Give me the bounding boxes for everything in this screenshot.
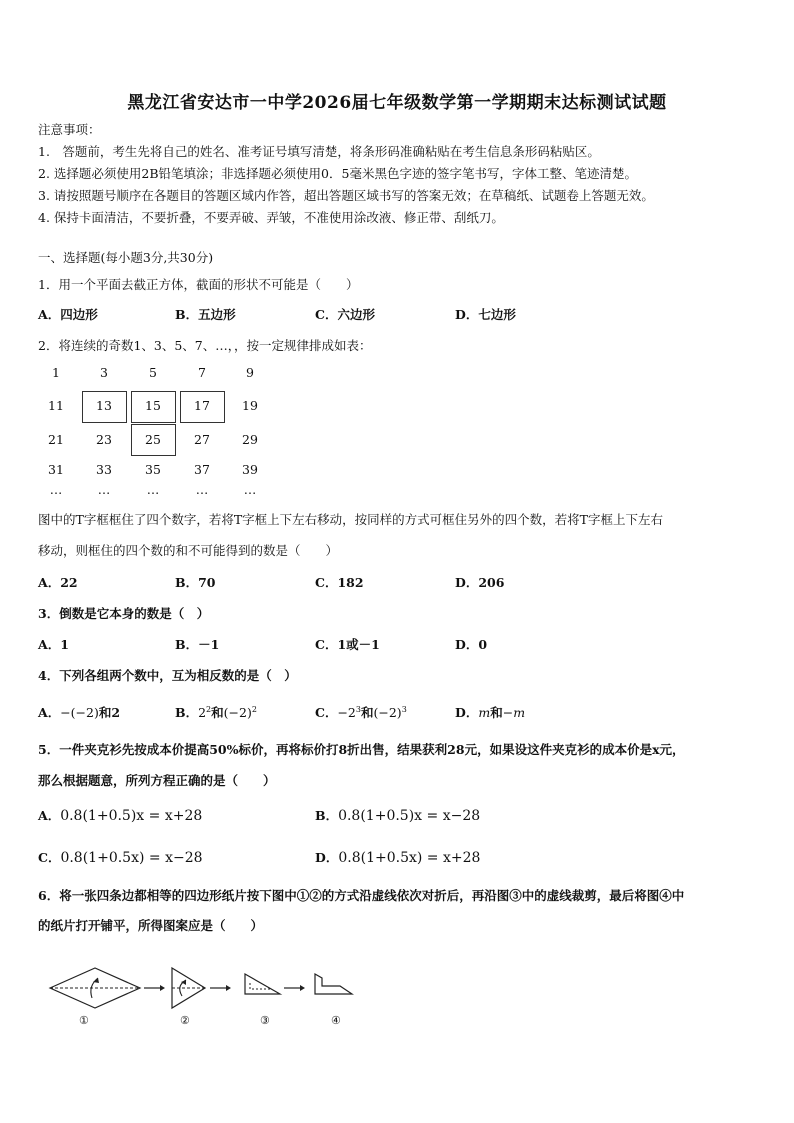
- q4-option-c: [315, 703, 407, 721]
- q2-option-a: A．22: [38, 575, 78, 590]
- question-2-text: [38, 510, 663, 528]
- q5-equation-d: 0.8(1+0.5x) = x+28: [338, 850, 481, 866]
- question-3-stem: 3．倒数是它本身的数是（ ）: [38, 606, 210, 621]
- step-arrowhead: [300, 985, 305, 991]
- q4-d-var: m: [478, 705, 491, 720]
- q4-d-and: 和: [490, 705, 503, 720]
- q2-option-c: C．182: [315, 575, 364, 590]
- q4-b-exp: 2: [206, 704, 212, 714]
- figure-label-4: ④: [331, 1014, 341, 1027]
- q4-a-expr: −(−2): [60, 705, 99, 720]
- notice-item: 2. 选择题必须使用2B铅笔填涂；非选择题必须使用0．5毫米黑色字迹的签字笔书写，字体工整、笔迹清楚。: [38, 166, 637, 181]
- question-5-line-2: 那么根据题意，所列方程正确的是（ ）: [38, 773, 276, 788]
- paper-folding-figure: [40, 960, 370, 1030]
- table-cell: …: [97, 482, 111, 497]
- option-label: D．: [315, 850, 339, 865]
- q5-option-b: [315, 806, 480, 824]
- q4-option-b: [175, 703, 257, 721]
- table-cell: 31: [48, 462, 64, 477]
- option-label: D．: [455, 705, 479, 720]
- question-5-line-1: 5．一件夹克衫先按成本价提高50%标价，再将标价打8折出售，结果获利28元，如果设这件夹克衫的成本价是x元，: [38, 742, 685, 757]
- figure-label-2: ②: [180, 1014, 190, 1027]
- document-title: 黑龙江省安达市一中学2026届七年级数学第一学期期末达标测试试题: [127, 93, 667, 113]
- table-cell: 11: [48, 398, 64, 413]
- table-cell: 39: [242, 462, 258, 477]
- table-cell: 37: [194, 462, 210, 477]
- q1-option-b: B．五边形: [175, 307, 236, 322]
- table-cell: …: [243, 482, 257, 497]
- q1-option-c: C．六边形: [315, 307, 375, 322]
- q2-option-d: D．206: [455, 575, 505, 590]
- option-label: B．: [315, 808, 339, 823]
- table-cell: 33: [96, 462, 112, 477]
- table-cell: …: [146, 482, 160, 497]
- question-6-line-2: 的纸片打开铺平，所得图案应是（ ）: [38, 918, 264, 933]
- table-cell: 21: [48, 432, 64, 447]
- table-cell: 17: [194, 398, 210, 413]
- q5-option-a: [38, 806, 202, 824]
- option-label: B．: [175, 705, 199, 720]
- q4-option-a: [38, 703, 120, 721]
- option-label: C．: [38, 850, 61, 865]
- option-label: C．: [315, 705, 338, 720]
- section-heading: 一、选择题(每小题3分,共30分): [38, 250, 214, 265]
- q2-paragraph-2: 移动，则框住的四个数的和不可能得到的数是（ ）: [38, 543, 339, 558]
- q4-b-and: 和: [211, 705, 224, 720]
- table-cell: …: [195, 482, 209, 497]
- table-cell: 19: [242, 398, 258, 413]
- q4-d-neg: −m: [502, 705, 526, 720]
- table-cell: 15: [145, 398, 161, 413]
- q4-option-d: [455, 703, 525, 721]
- question-6-line-1: 6．将一张四条边都相等的四边形纸片按下图中①②的方式沿虚线依次对折后，再沿图③中的虚线裁剪，最后将图④中: [38, 888, 685, 903]
- q3-option-b: B．－1: [175, 637, 220, 652]
- notice-item: 3. 请按照题号顺序在各题目的答题区域内作答，超出答题区域书写的答案无效；在草稿纸、试题卷上答题无效。: [38, 188, 654, 203]
- q3-option-c: C．1或－1: [315, 637, 380, 652]
- option-label: A．: [38, 705, 61, 720]
- question-2-stem: 2．将连续的奇数1、3、5、7、…，，按一定规律排成如表：: [38, 338, 372, 353]
- q4-c-base: −2: [337, 705, 356, 720]
- q5-equation-c: 0.8(1+0.5x) = x−28: [60, 850, 203, 866]
- table-cell: 9: [246, 365, 254, 380]
- q5-equation-b: 0.8(1+0.5)x = x−28: [338, 808, 481, 824]
- figure-label-3: ③: [260, 1014, 270, 1027]
- step-arrowhead: [160, 985, 165, 991]
- table-cell: 27: [194, 432, 210, 447]
- table-cell: 1: [52, 365, 60, 380]
- q4-a-and: 和: [98, 705, 112, 720]
- table-cell: 29: [242, 432, 258, 447]
- table-cell: …: [49, 482, 63, 497]
- table-cell: 35: [145, 462, 161, 477]
- q4-a-value: 2: [111, 705, 121, 720]
- q1-option-d: D．七边形: [455, 307, 516, 322]
- q4-b-exp2: 2: [251, 704, 257, 714]
- notice-item: 4. 保持卡面清洁，不要折叠，不要弄破、弄皱，不准使用涂改液、修正带、刮纸刀。: [38, 210, 504, 225]
- cut-shape: [315, 974, 352, 994]
- q2-option-b: B．70: [175, 575, 216, 590]
- q4-c-exp: 3: [355, 704, 361, 714]
- q5-option-c: [38, 848, 203, 866]
- q3-option-d: D．0: [455, 637, 488, 652]
- figure-label-1: ①: [79, 1014, 89, 1027]
- step-arrowhead: [226, 985, 231, 991]
- table-cell: 25: [145, 432, 161, 447]
- notice-item: 1. 答题前，考生先将自己的姓名、准考证号填写清楚，将条形码准确粘贴在考生信息条形码粘贴区。: [38, 144, 600, 159]
- q5-equation-a: 0.8(1+0.5)x = x+28: [60, 808, 203, 824]
- q4-b-base: 2: [198, 705, 207, 720]
- q1-option-a: A．四边形: [38, 307, 98, 322]
- table-cell: 13: [96, 398, 112, 413]
- table-cell: 7: [198, 365, 206, 380]
- q4-b-base2: (−2): [223, 705, 252, 720]
- table-cell: 5: [149, 365, 157, 380]
- q4-c-base2: (−2): [373, 705, 402, 720]
- table-cell: 3: [100, 365, 108, 380]
- question-4-stem: 4．下列各组两个数中，互为相反数的是（ ）: [38, 668, 297, 683]
- option-label: A．: [38, 808, 61, 823]
- question-1-stem: 1．用一个平面去截正方体，截面的形状不可能是（ ）: [38, 277, 359, 292]
- q4-c-exp2: 3: [401, 704, 407, 714]
- q3-option-a: A．1: [38, 637, 69, 652]
- q2-paragraph-1: 图中的T字框框住了四个数字，若将T字框上下左右移动，按同样的方式可框住另外的四个数，若将T字框上下左右: [38, 512, 664, 527]
- notice-heading: 注意事项：: [38, 122, 101, 137]
- q5-option-d: [315, 848, 480, 866]
- q4-c-and: 和: [360, 705, 374, 720]
- table-cell: 23: [96, 432, 112, 447]
